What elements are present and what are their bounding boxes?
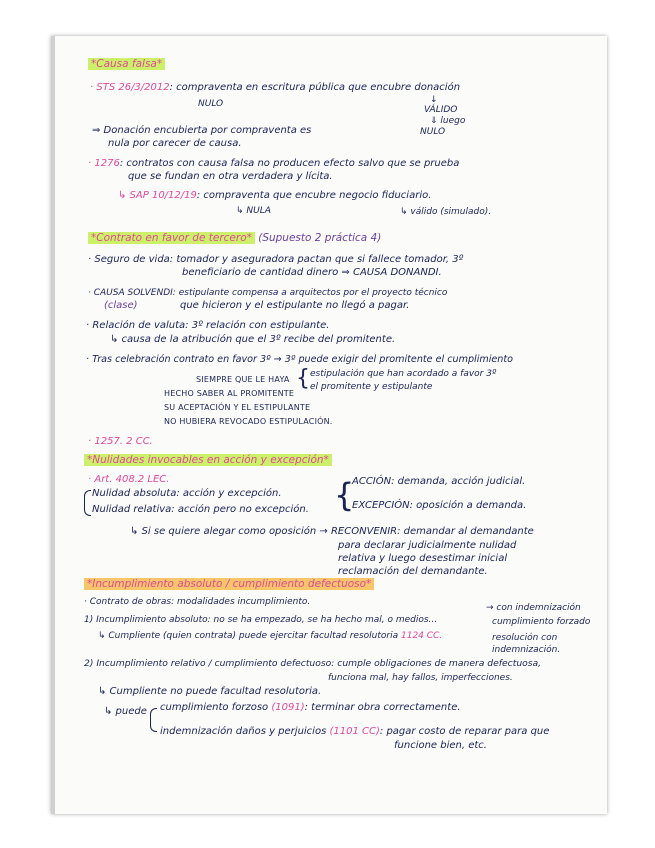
valido-label: VÁLIDO xyxy=(424,105,458,115)
section-header-contrato-tercero: *Contrato en favor de tercero* (Supuesto 2 práctica 4) xyxy=(88,232,381,244)
causa-solvendi-line: · CAUSA SOLVENDI: estipulante compensa a arquitectos por el proyecto técnico xyxy=(88,288,448,298)
nulo-label-2: NULO xyxy=(420,127,446,137)
sap-line: ↳ SAP 10/12/19: compraventa que encubre negocio fiduciario. xyxy=(118,190,432,201)
opcion-cumplimiento-forzado: cumplimiento forzado xyxy=(492,617,591,627)
puede-bracket xyxy=(150,708,157,732)
section-header-incumplimiento: *Incumplimiento absoluto / cumplimiento defectuoso* xyxy=(84,578,374,590)
cumpliente-resolutoria-line: ↳ Cumpliente (quien contrata) puede ejercitar facultad resolutoria 1124 CC. xyxy=(98,631,443,641)
left-brace-icon: { xyxy=(296,366,310,391)
clase-label: (clase) xyxy=(104,300,138,311)
reconvenir-line-1: para declarar judicialmente nulidad xyxy=(338,540,517,551)
luego-label: ⇓ luego xyxy=(430,116,466,126)
section-header-nulidades: *Nulidades invocables en acción y excepción* xyxy=(84,454,332,466)
tras-line: · Tras celebración contrato en favor 3º → 3º puede exigir del promitente el cumplimiento xyxy=(86,354,513,365)
seguro-line-2: beneficiario de cantidad dinero ⇒ CAUSA DONANDI. xyxy=(182,267,442,278)
accion-line: ACCIÓN: demanda, acción judicial. xyxy=(352,476,526,487)
valido-simulado-label: ↳ válido (simulado). xyxy=(400,207,492,217)
left-brace-icon-2: { xyxy=(334,476,355,514)
nula-label: ↳ NULA xyxy=(236,206,271,216)
incumplimiento-relativo-line-1: 2) Incumplimiento relativo / cumplimiento defectuoso: cumple obligaciones de manera defectuosa, xyxy=(84,658,542,669)
section-header-causa-falsa: *Causa falsa* xyxy=(88,58,165,70)
page-edge xyxy=(51,36,55,814)
sts-line: · STS 26/3/2012: compraventa en escritura pública que encubre donación xyxy=(90,82,461,93)
reconvenir-line-3: reclamación del demandante. xyxy=(338,566,488,577)
donacion-line-2: nula por carecer de causa. xyxy=(108,138,242,149)
opcion-resolucion: resolución con xyxy=(492,633,558,643)
siempre-line-3: SU ACEPTACIÓN Y EL ESTIPULANTE xyxy=(164,403,311,412)
donacion-line-1: ⇒ Donación encubierta por compraventa es xyxy=(92,125,312,136)
nulidad-bracket xyxy=(84,490,91,516)
seguro-line-1: · Seguro de vida: tomador y aseguradora pactan que si fallece tomador, 3º xyxy=(88,254,464,265)
cumplimiento-forzoso-line: cumplimiento forzoso (1091): terminar obra correctamente. xyxy=(160,702,461,713)
art1276-line-1: · 1276: contratos con causa falsa no producen efecto salvo que se prueba xyxy=(88,158,460,169)
art408-line: · Art. 408.2 LEC. xyxy=(88,474,170,485)
art1257-line: · 1257. 2 CC. xyxy=(88,436,153,447)
opcion-indemnizacion: → con indemnización xyxy=(486,603,581,613)
puede-label: ↳ puede xyxy=(104,706,147,717)
incumplimiento-relativo-line-2: funciona mal, hay fallos, imperfecciones. xyxy=(328,673,513,683)
relacion-line-2: ↳ causa de la atribución que el 3º recibe del promitente. xyxy=(110,334,396,345)
si-se-quiere-line: ↳ Si se quiere alegar como oposición → RECONVENIR: demandar al demandante xyxy=(130,526,534,537)
relacion-line-1: · Relación de valuta: 3º relación con estipulante. xyxy=(86,320,330,331)
incumplimiento-absoluto-line: 1) Incumplimiento absoluto: no se ha empezado, se ha hecho mal, o medios... xyxy=(84,615,438,625)
cumpliente-no-puede-line: ↳ Cumpliente no puede facultad resolutoria. xyxy=(98,686,322,697)
nulidad-relativa-line: Nulidad relativa: acción pero no excepción. xyxy=(92,504,309,515)
reconvenir-line-2: relativa y luego desestimar inicial xyxy=(338,553,508,564)
causa-solvendi-line-2: que hicieron y el estipulante no llegó a pagar. xyxy=(180,300,410,311)
estipulacion-line-1: estipulación que han acordado a favor 3º xyxy=(310,369,497,379)
nulidad-absoluta-line: Nulidad absoluta: acción y excepción. xyxy=(92,488,282,499)
arrow-down-icon: ↓ xyxy=(430,95,438,105)
art1276-line-2: que se fundan en otra verdadera y lícita. xyxy=(128,171,333,182)
excepcion-line: EXCEPCIÓN: oposición a demanda. xyxy=(352,500,527,511)
indemnizacion-line-2: funcione bien, etc. xyxy=(394,740,487,751)
opcion-indemnizacion-2: indemnización. xyxy=(492,645,561,655)
contrato-obras-line: · Contrato de obras: modalidades incumplimiento. xyxy=(84,597,311,607)
nulo-label: NULO xyxy=(198,99,224,109)
estipulacion-line-2: el promitente y estipulante xyxy=(310,382,433,392)
siempre-line-2: HECHO SABER AL PROMITENTE xyxy=(164,389,295,398)
siempre-line-1: SIEMPRE QUE LE HAYA xyxy=(196,375,290,384)
siempre-line-4: NO HUBIERA REVOCADO ESTIPULACIÓN. xyxy=(164,417,333,426)
indemnizacion-line: indemnización daños y perjuicios (1101 CC): pagar costo de reparar para que xyxy=(160,726,550,737)
